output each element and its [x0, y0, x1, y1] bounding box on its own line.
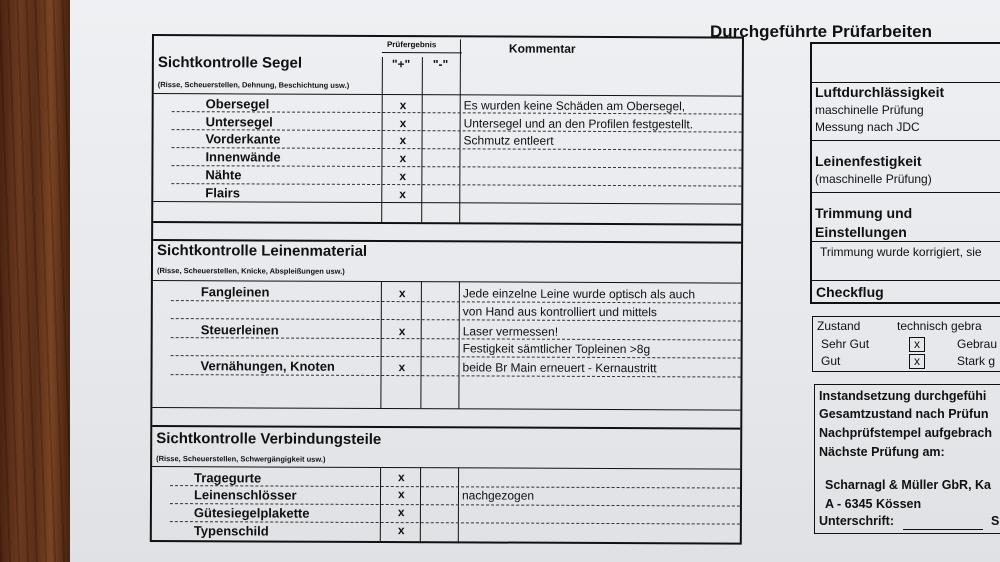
gesamtzustand-label: Gesamtzustand nach Prüfun	[819, 407, 989, 421]
section-subtitle-segel: (Risse, Scheuerstellen, Dehnung, Beschichtung usw.)	[157, 80, 350, 90]
row-mark: x	[399, 169, 407, 184]
row-comment: Laser vermessen!	[462, 324, 559, 339]
row-label: Typenschild	[193, 523, 269, 539]
condition-box	[812, 316, 1000, 372]
row-mark: x	[399, 187, 407, 202]
stempel-label: Nachprüfstempel aufgebrach	[819, 426, 992, 440]
page-title: Durchgeführte Prüfarbeiten	[710, 22, 932, 41]
row-label: Innenwände	[205, 149, 281, 165]
trim-title-1: Trimmung und	[815, 205, 913, 221]
row-comment: Festigkeit sämtlicher Topleinen >8g	[462, 341, 651, 357]
row-label: Gütesiegelplakette	[193, 505, 310, 521]
row-label: Nähte	[205, 167, 242, 183]
naechste-pruefung-label: Nächste Prüfung am:	[819, 445, 945, 459]
row-label: Vorderkante	[205, 131, 281, 147]
header-result: Prüfergebnis	[386, 40, 437, 50]
luft-line-1: maschinelle Prüfung	[815, 103, 924, 117]
row-comment: nachgezogen	[461, 488, 535, 503]
signature-label: Unterschrift:	[819, 514, 895, 528]
gut-checkbox: x	[909, 354, 925, 369]
section-subtitle-leinen: (Risse, Scheuerstellen, Knicke, Abspleißungen usw.)	[156, 266, 345, 276]
wooden-table-background	[0, 0, 78, 562]
row-mark: x	[399, 98, 407, 113]
company-address: A - 6345 Kössen	[825, 497, 922, 511]
row-label: Untersegel	[205, 114, 273, 130]
measurement-box	[810, 42, 1000, 304]
checkflug-label: Checkflug	[816, 284, 884, 300]
row-label: Fangleinen	[200, 284, 270, 300]
inspection-table	[150, 34, 744, 545]
row-mark: x	[398, 470, 405, 485]
row-mark: x	[398, 286, 406, 301]
row-comment: Schmutz entleert	[463, 133, 554, 148]
row-mark: x	[399, 116, 407, 131]
row-mark: x	[398, 360, 406, 375]
row-comment: von Hand aus kontrolliert und mittels	[462, 304, 657, 320]
row-label: Flairs	[205, 185, 241, 201]
zustand-label: Zustand	[817, 319, 861, 333]
trim-text: Trimmung wurde korrigiert, sie	[820, 245, 982, 259]
gebraucht-label: Gebrau	[957, 337, 998, 351]
section-title-verbindung: Sichtkontrolle Verbindungsteile	[156, 430, 382, 449]
row-label: Leinenschlösser	[193, 487, 297, 503]
technisch-label: technisch gebra	[897, 319, 982, 333]
row-comment: Jede einzelne Leine wurde optisch als auch	[462, 286, 696, 302]
leinen-title: Leinenfestigkeit	[815, 153, 922, 169]
header-comment: Kommentar	[508, 41, 576, 56]
row-comment: Untersegel und an den Profilen festgestellt.	[463, 116, 694, 132]
row-mark: x	[399, 133, 407, 148]
instandsetzung-label: Instandsetzung durchgefühi	[819, 389, 987, 403]
company-name: Scharnagl & Müller GbR, Ka	[825, 478, 992, 492]
gut-label: Gut	[821, 354, 841, 368]
leinen-subtitle: (maschinelle Prüfung)	[815, 172, 932, 186]
row-label: Obersegel	[205, 96, 270, 112]
row-label: Vernähungen, Knoten	[200, 358, 335, 374]
stark-label: Stark g	[957, 354, 996, 368]
luft-line-2: Messung nach JDC	[815, 120, 920, 134]
header-plus: "+"	[391, 57, 411, 72]
row-mark: x	[397, 505, 405, 520]
header-minus: "-"	[432, 57, 449, 72]
row-mark: x	[397, 487, 405, 502]
row-label: Steuerleinen	[200, 322, 279, 338]
row-mark: x	[397, 523, 405, 538]
row-comment: Es wurden keine Schäden am Obersegel,	[463, 98, 686, 114]
section-title-segel: Sichtkontrolle Segel	[157, 54, 303, 72]
section-subtitle-verbindung: (Risse, Scheuerstellen, Schwergängigkeit usw.)	[156, 454, 326, 464]
row-comment: beide Br Main erneuert - Kernaustritt	[462, 360, 657, 376]
row-label: Tragegurte	[194, 470, 262, 486]
signature-s: S	[991, 514, 1000, 528]
certification-box	[814, 384, 1000, 534]
luft-title: Luftdurchlässigkeit	[815, 84, 945, 100]
trim-title-2: Einstellungen	[815, 224, 907, 240]
row-mark: x	[398, 324, 406, 339]
sehr-gut-checkbox: x	[909, 337, 925, 352]
section-title-leinen: Sichtkontrolle Leinenmaterial	[157, 242, 368, 260]
row-mark: x	[399, 151, 407, 166]
sehr-gut-label: Sehr Gut	[821, 337, 870, 351]
